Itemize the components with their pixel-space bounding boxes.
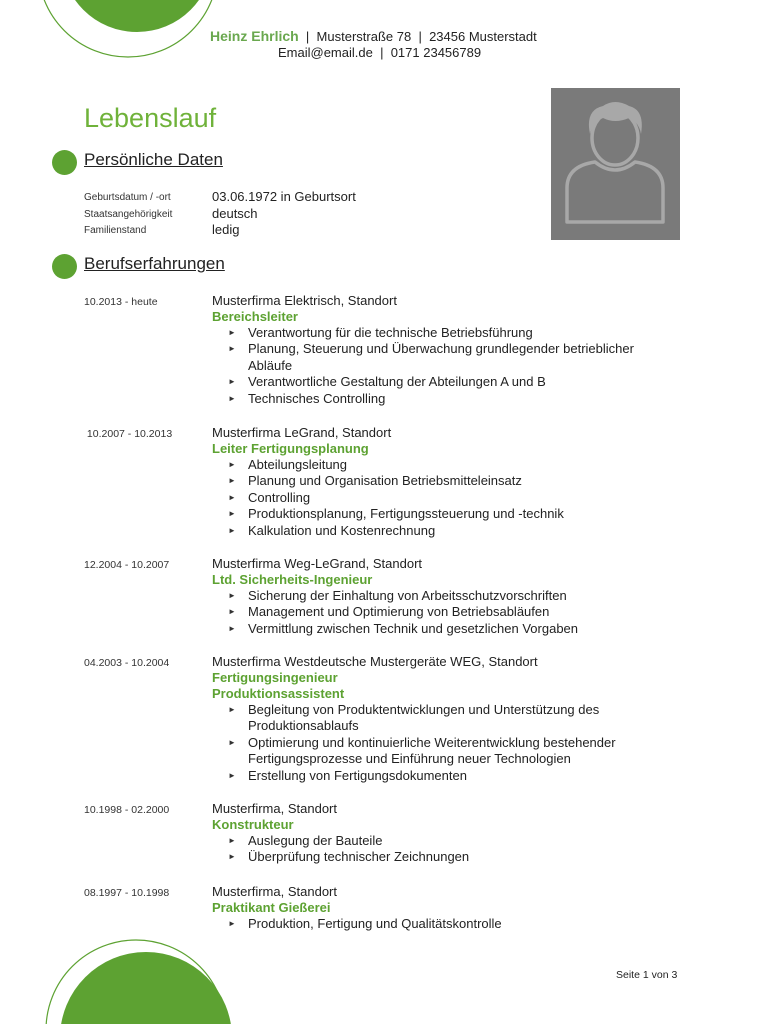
job-company: Musterfirma LeGrand, Standort bbox=[212, 425, 392, 440]
city: 23456 Musterstadt bbox=[429, 29, 537, 44]
bullet-text: Management und Optimierung von Betriebsabläufen bbox=[248, 604, 550, 620]
job-bullets bbox=[212, 457, 692, 539]
bullet-text: Verantwortung für die technische Betriebsführung bbox=[248, 325, 533, 340]
job-role: Ltd. Sicherheits-Ingenieur bbox=[212, 572, 373, 587]
personal-label: Geburtsdatum / -ort bbox=[84, 192, 171, 203]
job-bullets bbox=[212, 702, 692, 784]
list-item bbox=[228, 588, 692, 604]
job-date: 12.2004 - 10.2007 bbox=[84, 559, 170, 571]
bullet-arrow-icon: ► bbox=[228, 492, 236, 502]
bullet-text: Technisches Controlling bbox=[248, 390, 386, 406]
list-item bbox=[228, 833, 692, 849]
list-item bbox=[228, 457, 692, 473]
section-heading: Persönliche Daten bbox=[84, 150, 223, 169]
job-bullets bbox=[212, 833, 692, 866]
job-bullets bbox=[212, 916, 692, 932]
bullet-arrow-icon: ► bbox=[228, 525, 236, 535]
job-company: Musterfirma Elektrisch, Standort bbox=[212, 293, 397, 308]
list-item bbox=[228, 604, 692, 620]
job-role: Fertigungsingenieur bbox=[212, 670, 338, 685]
list-item bbox=[228, 767, 692, 784]
personal-label: Familienstand bbox=[84, 225, 147, 236]
list-item bbox=[228, 702, 648, 735]
list-item bbox=[228, 325, 692, 341]
job-date: 10.2007 - 10.2013 bbox=[84, 428, 173, 440]
section-bullet-icon bbox=[52, 150, 77, 175]
bullet-text: Controlling bbox=[248, 489, 311, 505]
list-item bbox=[228, 473, 692, 489]
section-bullet-icon bbox=[52, 254, 77, 279]
job-date: 08.1997 - 10.1998 bbox=[84, 887, 170, 899]
job-company: Musterfirma Weg-LeGrand, Standort bbox=[212, 556, 423, 571]
bullet-text: Erstellung von Fertigungsdokumenten bbox=[248, 767, 467, 783]
bullet-text: Produktion, Fertigung und Qualitätskontrolle bbox=[248, 916, 502, 931]
bullet-text: Überprüfung technischer Zeichnungen bbox=[248, 849, 470, 865]
job-role: Produktionsassistent bbox=[212, 686, 345, 701]
bullet-arrow-icon: ► bbox=[228, 591, 236, 600]
bullet-text: Optimierung und kontinuierliche Weiterentwicklung bestehender Fertigungsprozesse und Einführung neuer Technologien bbox=[248, 734, 616, 767]
job-company: Musterfirma, Standort bbox=[212, 884, 337, 899]
list-item bbox=[228, 620, 692, 637]
bullet-arrow-icon: ► bbox=[228, 460, 236, 469]
bullet-arrow-icon: ► bbox=[228, 344, 236, 354]
bullet-text: Begleitung von Produktentwicklungen und Unterstützung des Produktionsablaufs bbox=[248, 702, 600, 734]
personal-value: 03.06.1972 in Geburtsort bbox=[212, 189, 356, 204]
bullet-text: Planung und Organisation Betriebsmitteleinsatz bbox=[248, 473, 522, 489]
bullet-text: Vermittlung zwischen Technik und gesetzlichen Vorgaben bbox=[248, 620, 579, 636]
job-role: Praktikant Gießerei bbox=[212, 900, 331, 915]
separator: | bbox=[376, 45, 388, 60]
job-role: Leiter Fertigungsplanung bbox=[212, 441, 369, 456]
job-company: Musterfirma, Standort bbox=[212, 801, 337, 816]
job-role: Konstrukteur bbox=[212, 817, 294, 832]
bullet-arrow-icon: ► bbox=[228, 607, 236, 617]
header-contact-line-2 bbox=[278, 45, 481, 60]
list-item bbox=[228, 489, 692, 506]
bullet-text: Abteilungsleitung bbox=[248, 457, 348, 472]
bullet-text: Sicherung der Einhaltung von Arbeitsschutzvorschriften bbox=[248, 588, 567, 603]
bullet-arrow-icon: ► bbox=[228, 852, 236, 862]
bullet-text: Produktionsplanung, Fertigungssteuerung und -technik bbox=[248, 506, 564, 522]
street-address: Musterstraße 78 bbox=[316, 29, 412, 44]
list-item bbox=[228, 341, 678, 374]
bullet-arrow-icon: ► bbox=[228, 919, 236, 928]
bullet-text: Verantwortliche Gestaltung der Abteilungen A und B bbox=[248, 374, 546, 390]
list-item bbox=[228, 916, 692, 932]
header-contact-line bbox=[210, 28, 537, 44]
bullet-arrow-icon: ► bbox=[228, 476, 236, 486]
bullet-text: Kalkulation und Kostenrechnung bbox=[248, 522, 436, 538]
bullet-arrow-icon: ► bbox=[228, 328, 236, 337]
bullet-arrow-icon: ► bbox=[228, 737, 236, 747]
bullet-arrow-icon: ► bbox=[228, 705, 236, 714]
bullet-text: Auslegung der Bauteile bbox=[248, 833, 383, 848]
bullet-arrow-icon: ► bbox=[228, 770, 236, 780]
list-item bbox=[228, 390, 692, 407]
list-item bbox=[228, 506, 692, 522]
section-heading: Berufserfahrungen bbox=[84, 254, 225, 273]
job-role: Bereichsleiter bbox=[212, 309, 298, 324]
page-title: Lebenslauf bbox=[84, 103, 217, 133]
bullet-arrow-icon: ► bbox=[228, 623, 236, 633]
job-company: Musterfirma Westdeutsche Mustergeräte WEG, Standort bbox=[212, 654, 538, 669]
list-item bbox=[228, 849, 692, 865]
separator: | bbox=[302, 29, 313, 44]
job-date: 10.2013 - heute bbox=[84, 296, 158, 308]
bullet-arrow-icon: ► bbox=[228, 836, 236, 845]
personal-value: ledig bbox=[212, 222, 240, 237]
job-date: 10.1998 - 02.2000 bbox=[84, 804, 170, 816]
user-avatar-icon bbox=[551, 88, 680, 240]
personal-value: deutsch bbox=[212, 206, 258, 221]
separator: | bbox=[414, 29, 426, 44]
job-bullets bbox=[212, 325, 692, 407]
list-item bbox=[228, 522, 692, 539]
bullet-text: Planung, Steuerung und Überwachung grundlegender betrieblicher Abläufe bbox=[248, 341, 634, 373]
bullet-arrow-icon: ► bbox=[228, 393, 236, 403]
list-item bbox=[228, 734, 658, 768]
personal-label: Staatsangehörigkeit bbox=[84, 209, 173, 220]
email: Email@email.de bbox=[278, 45, 373, 60]
applicant-name: Heinz Ehrlich bbox=[210, 28, 299, 44]
job-date: 04.2003 - 10.2004 bbox=[84, 657, 170, 669]
page-number: Seite 1 von 3 bbox=[616, 969, 678, 981]
bottom-circle-decoration bbox=[0, 930, 260, 1024]
bullet-arrow-icon: ► bbox=[228, 377, 236, 387]
bullet-arrow-icon: ► bbox=[228, 509, 236, 519]
list-item bbox=[228, 374, 692, 390]
phone: 0171 23456789 bbox=[390, 45, 482, 60]
profile-photo-placeholder bbox=[551, 88, 680, 240]
job-bullets bbox=[212, 588, 692, 637]
